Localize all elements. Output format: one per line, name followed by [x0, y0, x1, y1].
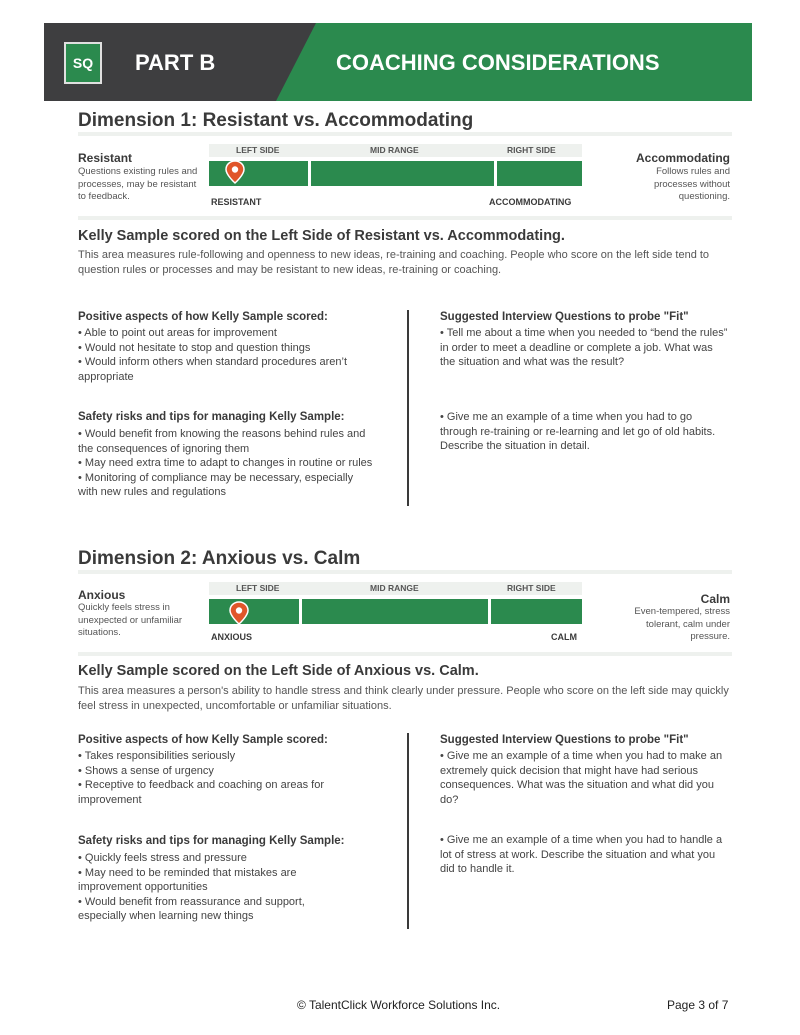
sq-logo: SQ: [64, 42, 102, 84]
positive-aspects-list: [78, 749, 368, 807]
left-trait-description: Questions existing rules and processes, may be resistant to feedback.: [78, 166, 198, 202]
list-item: • Would benefit from knowing the reasons behind rules and the consequences of ignoring them: [78, 428, 366, 455]
score-summary-heading: Kelly Sample scored on the Left Side of Anxious vs. Calm.: [78, 663, 479, 679]
page-header: [44, 23, 752, 101]
safety-tips-title: Safety risks and tips for managing Kelly Sample:: [78, 835, 345, 847]
list-item: • Able to point out areas for improvement: [78, 327, 277, 339]
bar-right-end-label: CALM: [551, 632, 577, 642]
dimension-description: This area measures rule-following and openness to new ideas, re-training and coaching. People who score on the left side tend to question rules or processes and may be resistant to new ideas, re-training or coaching.: [78, 249, 710, 276]
left-side-label: LEFT SIDE: [236, 145, 280, 155]
interview-question: • Tell me about a time when you needed to “bend the rules” in order to meet a deadline or complete a job. What was the situation and what was the result?: [440, 327, 728, 368]
right-side-label: RIGHT SIDE: [507, 583, 556, 593]
scale-bar-right: [491, 599, 582, 624]
score-marker-pin-icon: [229, 601, 249, 625]
scale-bar-mid: [302, 599, 488, 624]
scale-header: [209, 582, 582, 595]
score-summary-heading: Kelly Sample scored on the Left Side of Resistant vs. Accommodating.: [78, 228, 565, 244]
scale-header: [209, 144, 582, 157]
interview-question: • Give me an example of a time when you had to go through re-training or re-learning and let go of old habits. Describe the situation in detail.: [440, 411, 716, 452]
interview-question: • Give me an example of a time when you had to handle a lot of stress at work. Describe the situation and what you did to handle it.: [440, 834, 723, 875]
right-trait-title: Accommodating: [635, 151, 730, 165]
left-trait-description: Quickly feels stress in unexpected or unfamiliar situations.: [78, 602, 183, 638]
dimension-1-title: Dimension 1: Resistant vs. Accommodating: [78, 110, 474, 131]
left-side-label: LEFT SIDE: [236, 583, 280, 593]
interview-questions-title: Suggested Interview Questions to probe "Fit": [440, 311, 689, 323]
bar-left-end-label: RESISTANT: [211, 197, 262, 207]
score-marker-pin-icon: [225, 160, 245, 184]
right-trait-title: Calm: [700, 592, 730, 606]
right-side-label: RIGHT SIDE: [507, 145, 556, 155]
safety-tips-title: Safety risks and tips for managing Kelly Sample:: [78, 411, 345, 423]
divider: [78, 216, 732, 220]
divider: [78, 132, 732, 136]
safety-tips-list: [78, 427, 373, 500]
divider: [78, 570, 732, 574]
right-trait-description: Follows rules and processes without questioning.: [653, 166, 730, 202]
list-item: • Monitoring of compliance may be necessary, especially with new rules and regulations: [78, 471, 354, 498]
positive-aspects-title: Positive aspects of how Kelly Sample scored:: [78, 311, 328, 323]
list-item: • Would inform others when standard procedures aren’t appropriate: [78, 356, 348, 383]
mid-range-label: MID RANGE: [370, 145, 419, 155]
part-label: PART B: [135, 50, 216, 75]
list-item: • Shows a sense of urgency: [78, 764, 214, 777]
interview-question: • Give me an example of a time when you had to make an extremely quick decision that might have had serious consequences. What was the situation and what did you do?: [440, 750, 723, 806]
interview-questions-title: Suggested Interview Questions to probe "Fit": [440, 734, 689, 746]
footer-copyright: © TalentClick Workforce Solutions Inc.: [297, 998, 501, 1012]
safety-tips-list: [78, 851, 338, 924]
list-item: • May need extra time to adapt to changes in routine or rules: [78, 457, 373, 469]
scale-bar-mid: [311, 161, 494, 186]
left-trait-title: Resistant: [78, 151, 133, 165]
left-trait-title: Anxious: [78, 588, 126, 602]
mid-range-label: MID RANGE: [370, 583, 419, 593]
column-divider: [407, 733, 409, 929]
scale-bar-right: [497, 161, 582, 186]
list-item: • May need to be reminded that mistakes are improvement opportunities: [78, 866, 297, 893]
list-item: • Would not hesitate to stop and question things: [78, 341, 311, 354]
bar-right-end-label: ACCOMMODATING: [489, 197, 572, 207]
footer-page-number: Page 3 of 7: [667, 998, 729, 1012]
scale-bar-left: [209, 161, 308, 186]
dimension-description: This area measures a person's ability to handle stress and think clearly under pressure. People who score on the left side may quickly feel stress in unexpected, uncomfortable or unfamiliar situations.: [78, 685, 729, 712]
list-item: • Receptive to feedback and coaching on areas for improvement: [78, 779, 325, 806]
positive-aspects-title: Positive aspects of how Kelly Sample scored:: [78, 734, 328, 746]
column-divider: [407, 310, 409, 506]
list-item: • Quickly feels stress and pressure: [78, 852, 247, 864]
scale-bar-left: [209, 599, 299, 624]
list-item: • Takes responsibilities seriously: [78, 750, 236, 762]
dimension-2-title: Dimension 2: Anxious vs. Calm: [78, 548, 361, 569]
bar-left-end-label: ANXIOUS: [211, 632, 253, 642]
positive-aspects-list: [78, 326, 378, 384]
list-item: • Would benefit from reassurance and support, especially when learning new things: [78, 895, 305, 922]
divider: [78, 652, 732, 656]
right-trait-description: Even-tempered, stress tolerant, calm under pressure.: [634, 606, 730, 642]
header-title: COACHING CONSIDERATIONS: [336, 50, 660, 75]
